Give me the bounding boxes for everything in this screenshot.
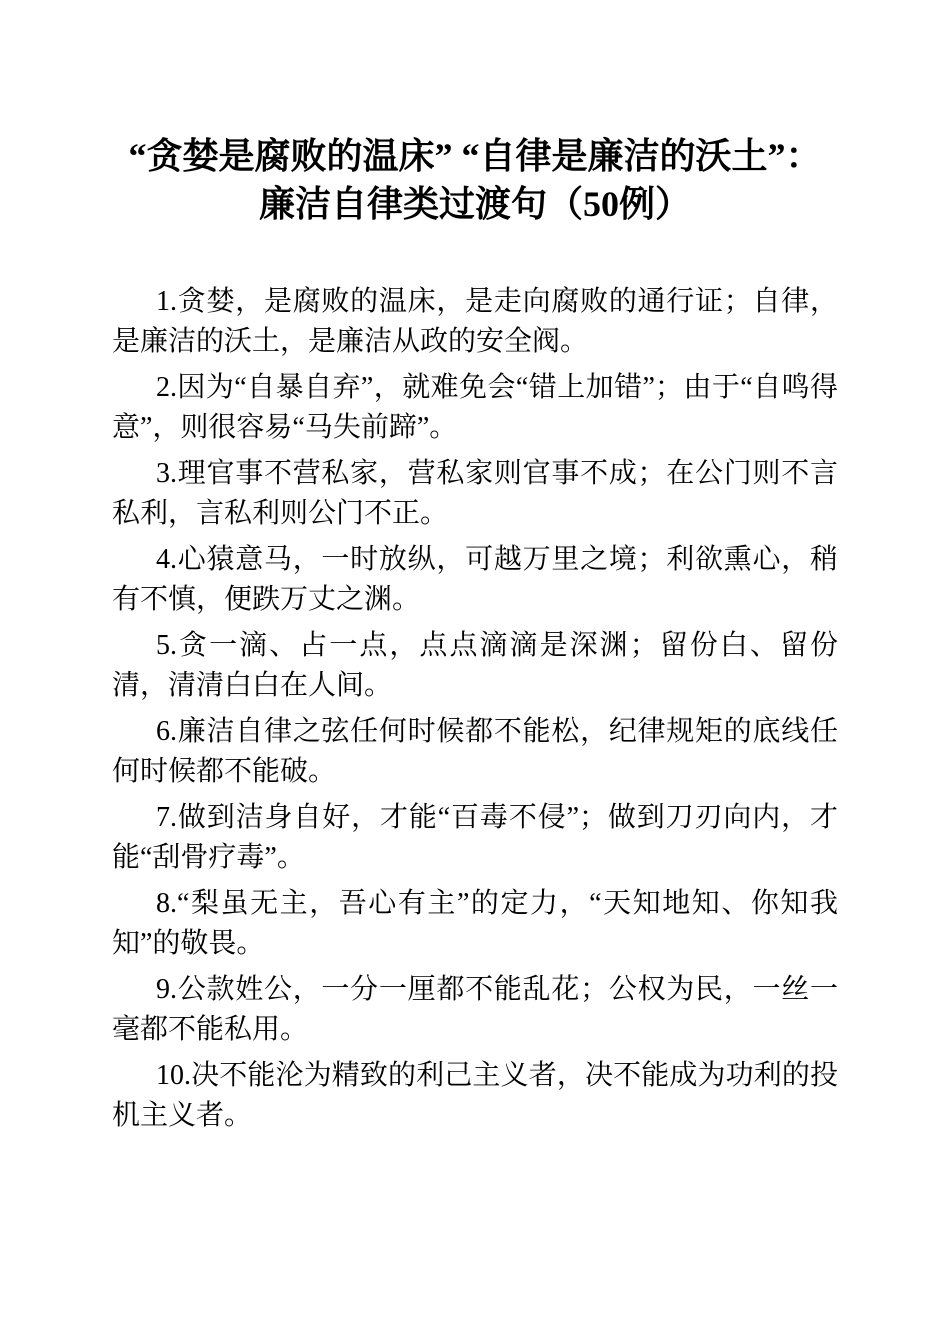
transition-sentence-9: 9.公款姓公，一分一厘都不能乱花；公权为民，一丝一毫都不能私用。 bbox=[112, 974, 838, 1045]
transition-sentence-4: 4.心猿意马，一时放纵，可越万里之境；利欲熏心，稍有不慎，便跌万丈之渊。 bbox=[112, 544, 838, 615]
transition-sentence-6: 6.廉洁自律之弦任何时候都不能松，纪律规矩的底线任何时候都不能破。 bbox=[112, 716, 838, 787]
transition-sentence-1: 1.贪婪，是腐败的温床，是走向腐败的通行证；自律，是廉洁的沃土，是廉洁从政的安全阀。 bbox=[112, 286, 838, 357]
transition-sentence-8: 8.“梨虽无主，吾心有主”的定力，“天知地知、你知我知”的敬畏。 bbox=[112, 888, 838, 959]
document-title-line-2: 廉洁自律类过渡句（50例） bbox=[258, 184, 691, 224]
document-title-line-1: “贪婪是腐败的温床” “自律是廉洁的沃土”： bbox=[128, 136, 822, 176]
transition-sentence-2: 2.因为“自暴自弃”，就难免会“错上加错”；由于“自鸣得意”，则很容易“马失前蹄”。 bbox=[112, 372, 838, 443]
transition-sentence-3: 3.理官事不营私家，营私家则官事不成；在公门则不言私利，言私利则公门不正。 bbox=[112, 458, 838, 529]
transition-sentence-10: 10.决不能沦为精致的利己主义者，决不能成为功利的投机主义者。 bbox=[112, 1060, 838, 1131]
transition-sentence-5: 5.贪一滴、占一点，点点滴滴是深渊；留份白、留份清，清清白白在人间。 bbox=[112, 630, 838, 701]
paragraph-list bbox=[112, 282, 838, 1136]
transition-sentence-7: 7.做到洁身自好，才能“百毒不侵”；做到刀刃向内，才能“刮骨疗毒”。 bbox=[112, 802, 838, 873]
document-title bbox=[112, 132, 838, 228]
